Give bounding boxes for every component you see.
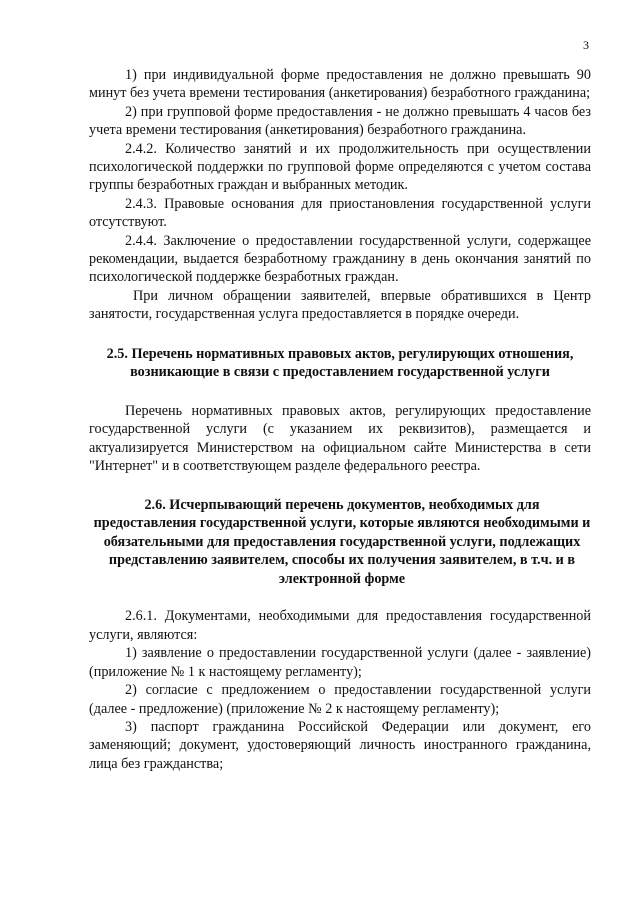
paragraph: Перечень нормативных правовых актов, регулирующих предоставление государственной услуги (с указанием их реквизитов), размещается и актуализируется Министерством на официальном сайте Министерства в сети "Интернет" и в соответствующем разделе федерального реестра. xyxy=(89,402,591,475)
paragraph: При личном обращении заявителей, впервые обратившихся в Центр занятости, государственная услуга предоставляется в порядке очереди. xyxy=(89,287,591,323)
list-item: 2) согласие с предложением о предоставлении государственной услуги (далее - предложение) (приложение № 2 к настоящему регламенту); xyxy=(89,682,591,717)
list-item: 3) паспорт гражданина Российской Федерации или документ, его заменяющий; документ, удостоверяющий личность иностранного гражданина, лица без гражданства; xyxy=(89,718,591,772)
list-item: 1) заявление о предоставлении государственной услуги (далее - заявление) (приложение № 1 к настоящему регламенту); xyxy=(89,645,591,680)
paragraph: 1) при индивидуальной форме предоставления не должно превышать 90 минут без учета времени тестирования (анкетирования) безработного гражданина; xyxy=(89,67,591,102)
paragraph: 2.6.1. Документами, необходимыми для предоставления государственной услуги, являются: xyxy=(89,608,591,643)
paragraph: 2.4.4. Заключение о предоставлении государственной услуги, содержащее рекомендации, выдается безработному гражданину в день окончания занятий по психологической поддержке безработных граждан. xyxy=(89,232,591,286)
section-heading-2-6: 2.6. Исчерпывающий перечень документов, необходимых для предоставления государственной услуги, которые являются необходимыми и обязательными для предоставления государственной услуги, подлежащих представлению заявителем, способы их получения заявителем, в т.ч. и в электронной форме xyxy=(93,496,591,587)
page-number: 3 xyxy=(583,38,589,52)
paragraph: 2) при групповой форме предоставления - не должно превышать 4 часов без учета времени тестирования (анкетирования) безработного гражданина. xyxy=(89,103,591,139)
section-heading-2-5: 2.5. Перечень нормативных правовых актов, регулирующих отношения, возникающие в связи с предоставлением государственной услуги xyxy=(106,345,574,381)
document-body xyxy=(89,66,591,773)
paragraph: 2.4.2. Количество занятий и их продолжительность при осуществлении психологической поддержки по групповой форме определяются с учетом состава группы безработных граждан и выбранных методик. xyxy=(89,140,591,194)
paragraph: 2.4.3. Правовые основания для приостановления государственной услуги отсутствуют. xyxy=(89,195,591,231)
